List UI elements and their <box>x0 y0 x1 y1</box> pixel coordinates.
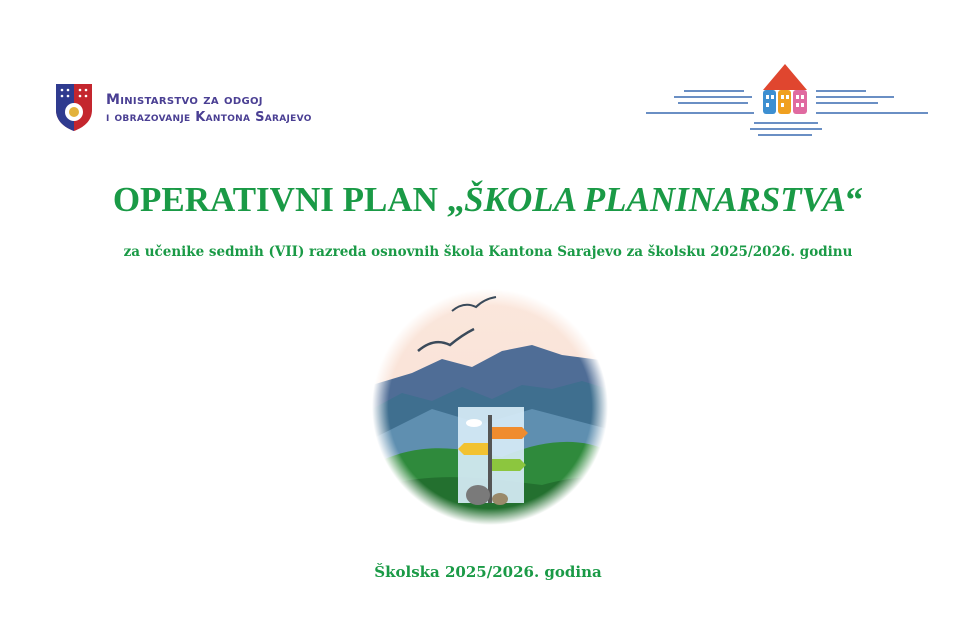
title-suffix: “ <box>845 180 864 219</box>
ministry-name-line1: Ministarstvo za odgoj <box>106 92 263 108</box>
title-prefix: OPERATIVNI PLAN „ <box>112 180 465 219</box>
mountain-signpost-illustration <box>372 289 608 525</box>
page-subtitle: za učenike sedmih (VII) razreda osnovnih škola Kantona Sarajevo za školsku 2025/2026. godinu <box>123 244 853 260</box>
ministry-name-line2: i obrazovanje Kantona Sarajevo <box>106 110 312 125</box>
canton-coat-of-arms-icon <box>54 82 94 132</box>
ministry-logo <box>54 82 384 132</box>
school-house-logo-icon <box>644 60 934 152</box>
school-year-footer: Školska 2025/2026. godina <box>374 563 602 581</box>
page-title <box>0 180 976 220</box>
mountain-signpost-icon <box>372 289 608 525</box>
institute-logo <box>644 60 934 152</box>
title-program-name: ŠKOLA PLANINARSTVA <box>464 180 846 219</box>
